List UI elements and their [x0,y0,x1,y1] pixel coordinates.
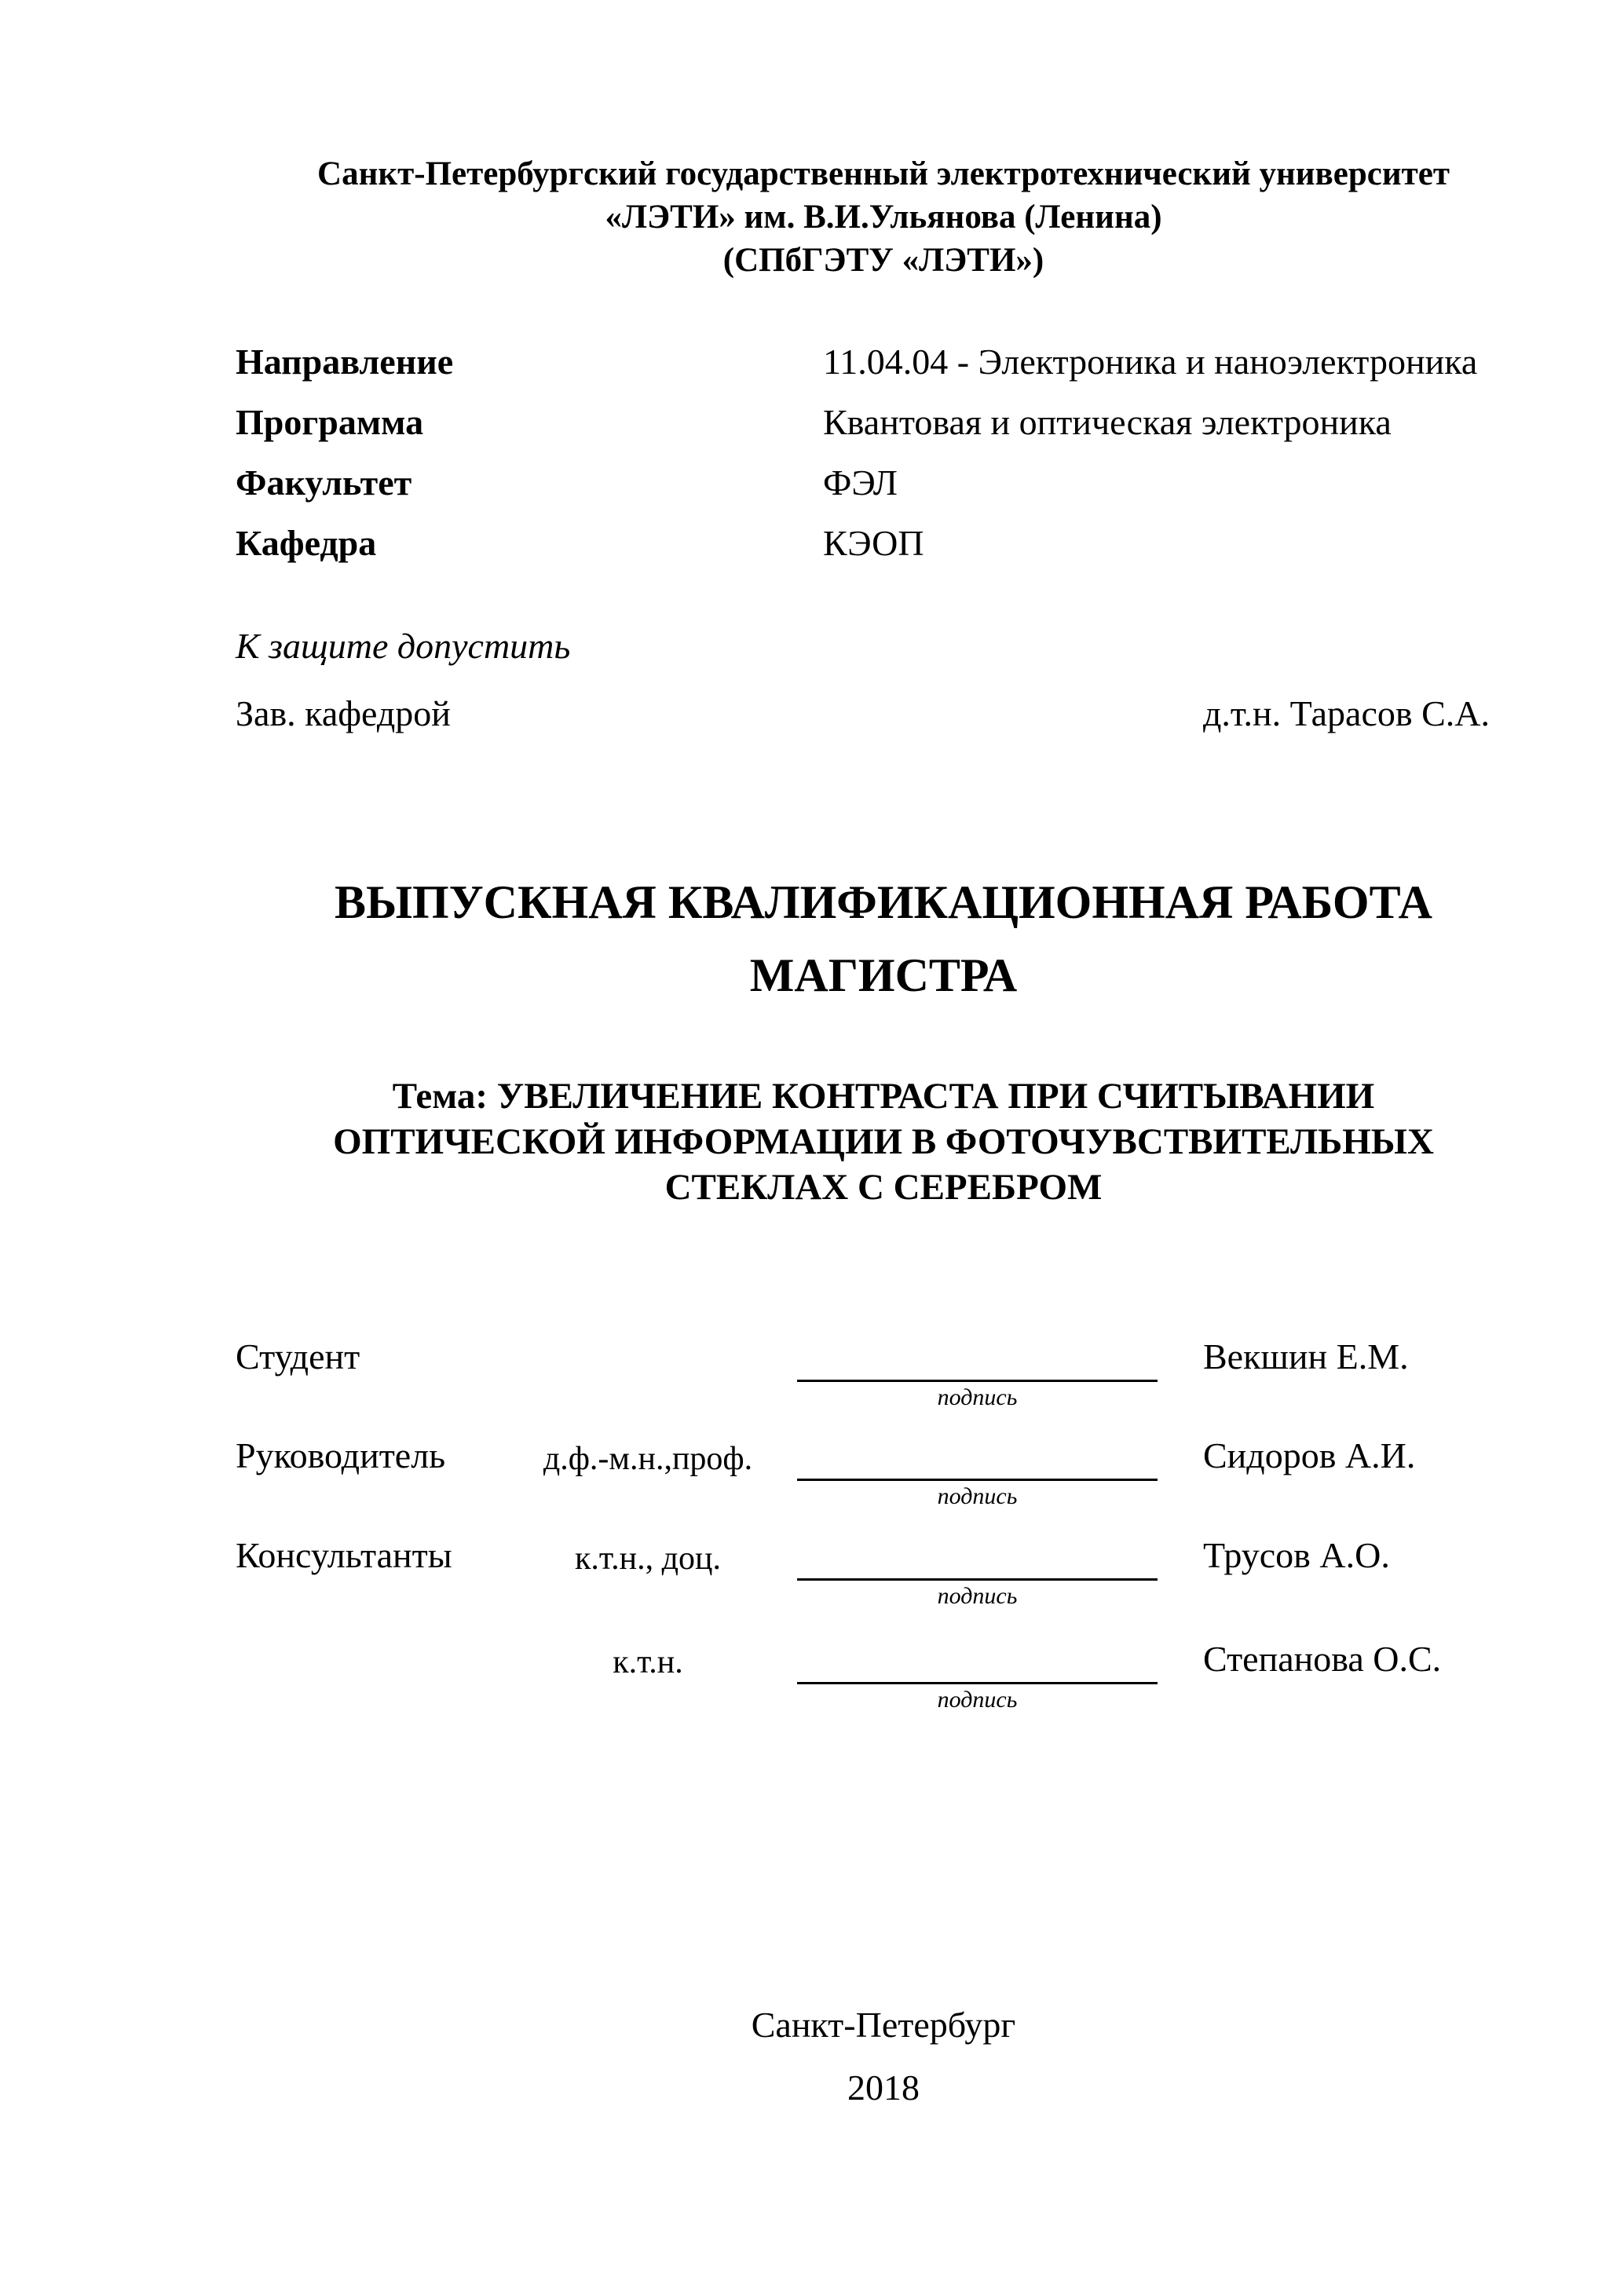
signature-row-consultant-2 [236,1640,1531,1726]
student-name: Векшин Е.М. [1203,1336,1409,1377]
footer-city: Санкт-Петербург [751,2005,1016,2045]
work-title-line-2: МАГИСТРА [749,949,1018,1001]
consultant-2-degree: к.т.н. [613,1644,683,1680]
topic-line-3: СТЕКЛАХ С СЕРЕБРОМ [664,1167,1103,1208]
topic-line-1: Тема: УВЕЛИЧЕНИЕ КОНТРАСТА ПРИ СЧИТЫВАНИИ [392,1076,1375,1117]
dept-head-role: Зав. кафедрой [236,693,451,733]
faculty-value: ФЭЛ [823,462,898,503]
consultant-1-name: Трусов А.О. [1203,1535,1390,1575]
supervisor-degree: д.ф.-м.н.,проф. [543,1441,753,1477]
faculty-label: Факультет [236,462,412,503]
program-label: Программа [236,402,424,442]
signature-row-consultant-1 [236,1536,1531,1622]
direction-label: Направление [236,342,454,382]
info-row-direction [236,342,1531,403]
thesis-topic [236,1073,1531,1210]
university-name-line-3: (СПбГЭТУ «ЛЭТИ») [722,242,1044,279]
consultant-1-degree: к.т.н., доц. [575,1541,721,1577]
work-title-line-1: ВЫПУСКНАЯ КВАЛИФИКАЦИОННАЯ РАБОТА [335,876,1432,928]
consultant-2-signature-caption: подпись [937,1687,1018,1713]
university-name-line-1: Санкт-Петербургский государственный электротехнический университет [317,155,1450,192]
signature-row-student [236,1337,1531,1424]
direction-value: 11.04.04 - Электроника и наноэлектроника [823,342,1478,382]
university-header [236,152,1531,282]
supervisor-signature-caption: подпись [937,1483,1018,1509]
consultant-2-name: Степанова О.С. [1203,1639,1442,1679]
topic-line-2: ОПТИЧЕСКОЙ ИНФОРМАЦИИ В ФОТОЧУВСТВИТЕЛЬНЫХ [333,1121,1434,1162]
consultants-role-label: Консультанты [236,1535,452,1575]
dept-head-name: д.т.н. Тарасов С.А. [1203,693,1490,733]
department-label: Кафедра [236,523,377,563]
consultant-1-signature-line [797,1578,1158,1581]
info-row-department [236,524,1531,584]
admission-statement: К защите допустить [236,626,571,666]
program-info-table [236,342,1531,584]
student-signature-caption: подпись [937,1384,1018,1410]
supervisor-signature-line [797,1479,1158,1481]
student-role-label: Студент [236,1336,360,1377]
program-value: Квантовая и оптическая электроника [823,402,1392,442]
department-value: КЭОП [823,523,924,563]
info-row-program [236,403,1531,463]
consultant-1-signature-caption: подпись [937,1583,1018,1609]
university-name-line-2: «ЛЭТИ» им. В.И.Ульянова (Ленина) [605,199,1162,236]
signature-row-supervisor [236,1436,1531,1523]
footer-year: 2018 [847,2067,920,2108]
consultant-2-signature-line [797,1682,1158,1684]
supervisor-role-label: Руководитель [236,1435,446,1475]
supervisor-name: Сидоров А.И. [1203,1435,1416,1475]
student-signature-line [797,1380,1158,1382]
info-row-faculty [236,463,1531,524]
